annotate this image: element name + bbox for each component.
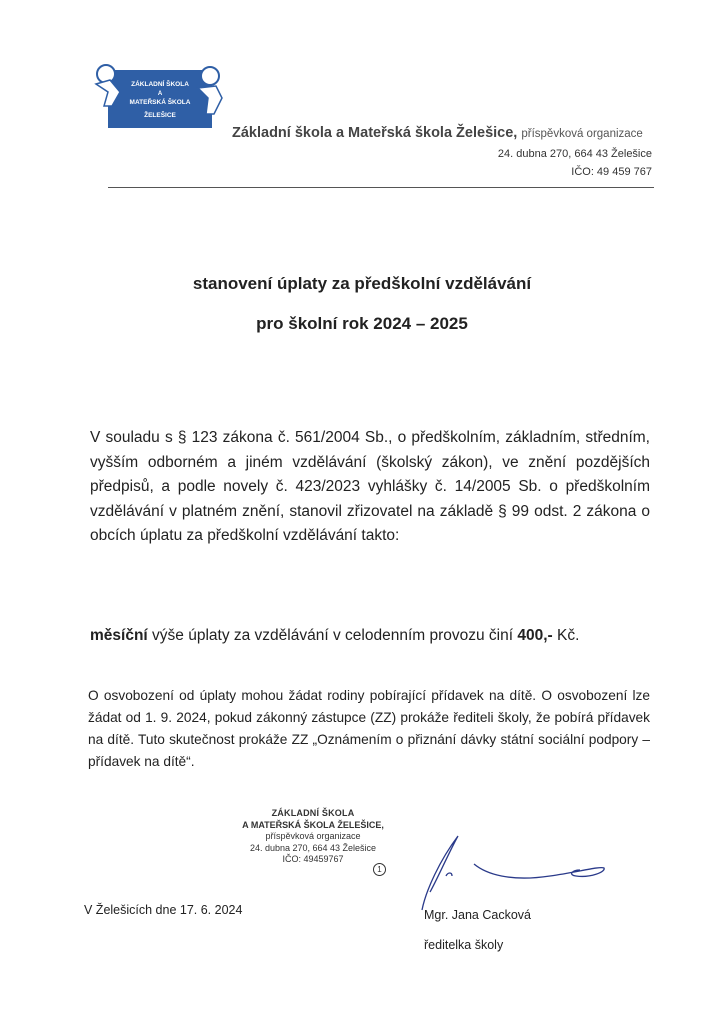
signer-name: Mgr. Jana Cacková <box>424 908 531 922</box>
intro-paragraph: V souladu s § 123 zákona č. 561/2004 Sb., o předškolním, základním, středním, vyšším odborném a jiném vzdělávání (školský zákon), ve znění pozdějších předpisů, a podle novely č. 423/2023 vyhlášky č. 14/2005 Sb. o předškolním vzdělávání v platném znění, stanovil zřizovatel na základě § 99 odst. 2 zákona o obcích úplatu za předškolní vzdělávání takto: <box>90 429 650 544</box>
org-name-text: Základní škola a Mateřská škola Želešice, <box>232 125 518 141</box>
logo-text-2: A <box>157 91 163 97</box>
stamp-line-1: ZÁKLADNÍ ŠKOLA <box>271 808 355 818</box>
header-divider <box>108 187 654 188</box>
logo-text-1: ZÁKLADNÍ ŠKOLA <box>131 81 189 88</box>
stamp-line-2: A MATEŘSKÁ ŠKOLA ŽELEŠICE, <box>242 819 384 830</box>
stamp-line-5: IČO: 49459767 <box>282 854 344 864</box>
org-address: 24. dubna 270, 664 43 Želešice <box>497 148 652 160</box>
fee-bold: měsíční <box>90 627 148 644</box>
org-ico: IČO: 49 459 767 <box>571 166 652 178</box>
signer-role: ředitelka školy <box>424 938 504 952</box>
stamp-line-3: příspěvková organizace <box>265 831 361 841</box>
fee-amount: 400,- <box>517 627 553 644</box>
handwritten-signature <box>400 830 610 920</box>
logo-text-3: MATEŘSKÁ ŠKOLA <box>129 99 191 106</box>
logo-text-4: ŽELEŠICE <box>144 112 176 119</box>
document-subtitle: pro školní rok 2024 – 2025 <box>256 314 468 333</box>
fee-text: výše úplaty za vzdělávání v celodenním provozu činí <box>147 627 518 644</box>
official-stamp <box>228 808 398 866</box>
logo-child-left-head <box>97 65 115 83</box>
logo-child-right-head <box>201 67 219 85</box>
place-and-date: V Želešicích dne 17. 6. 2024 <box>84 903 243 917</box>
org-name <box>232 125 662 141</box>
document-title: stanovení úplaty za předškolní vzdělávání <box>192 274 532 293</box>
fee-statement <box>90 627 650 645</box>
org-type: příspěvková organizace <box>521 128 643 140</box>
fee-currency: Kč. <box>552 627 580 644</box>
school-logo <box>94 62 224 132</box>
stamp-number-mark: 1 <box>373 863 386 876</box>
exemption-paragraph: O osvobození od úplaty mohou žádat rodiny pobírající přídavek na dítě. O osvobození lze žádat od 1. 9. 2024, pokud zákonný zástupce (ZZ) prokáže řediteli školy, že pobírá přídavek na dítě. Tuto skutečnost prokáže ZZ „Oznámením o přiznání dávky státní sociální podpory – přídavek na dítě“. <box>88 688 650 769</box>
stamp-line-4: 24. dubna 270, 664 43 Želešice <box>249 842 377 853</box>
